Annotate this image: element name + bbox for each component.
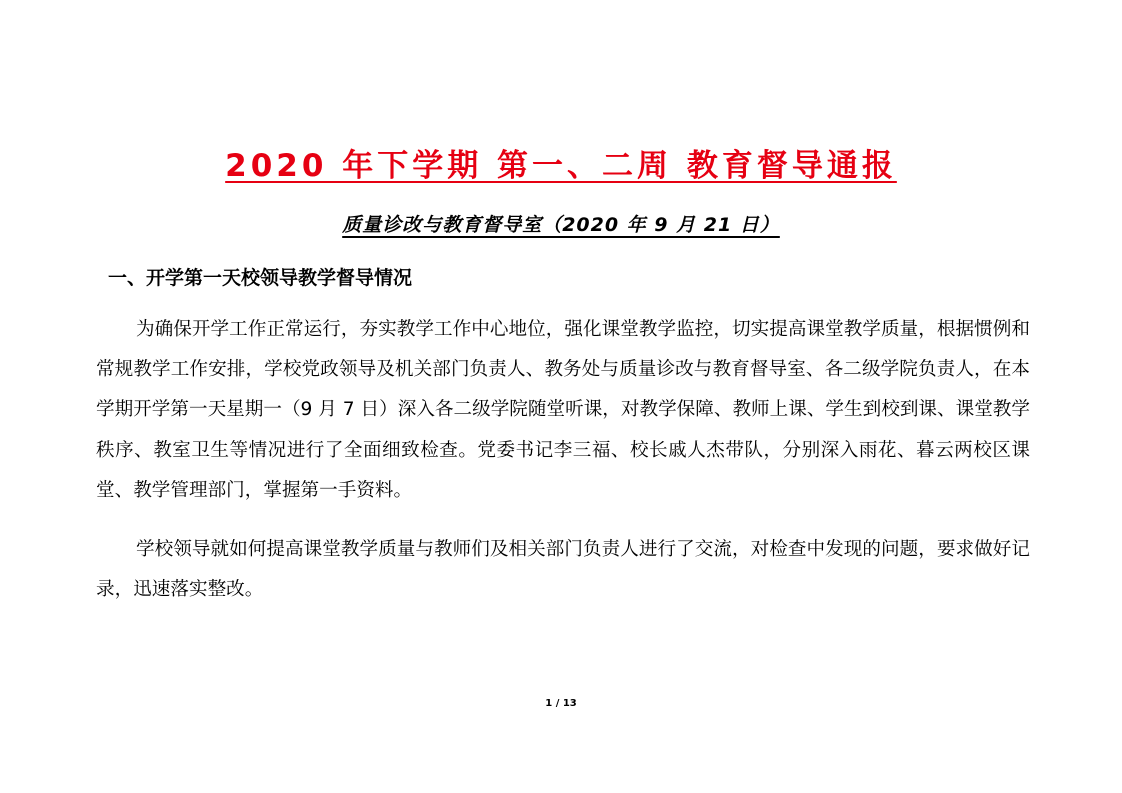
document-subtitle-text: 质量诊改与教育督导室（2020 年 9 月 21 日）: [342, 214, 780, 236]
body-paragraph-2: 学校领导就如何提高课堂教学质量与教师们及相关部门负责人进行了交流，对检查中发现的问题，要求做好记录，迅速落实整改。: [96, 539, 1030, 601]
document-title-text: 2020 年下学期 第一、二周 教育督导通报: [225, 148, 897, 184]
document-subtitle: [0, 211, 1122, 239]
section-heading: 一、开学第一天校领导教学督导情况: [108, 267, 413, 289]
body-paragraph-1: 为确保开学工作正常运行，夯实教学工作中心地位，强化课堂教学监控，切实提高课堂教学质量，根据惯例和常规教学工作安排，学校党政领导及机关部门负责人、教务处与质量诊改与教育督导室、各二级学院负责人，在本学期开学第一天星期一（9 月 7 日）深入各二级学院随堂听课，对教学保障、教师上课、学生到校到课、课堂教学秩序、教室卫生等情况进行了全面细致检查。党委书记李三福、校长戚人杰带队，分别深入雨花、暮云两校区课堂、教学管理部门，掌握第一手资料。: [96, 319, 1030, 501]
page-number: 1 / 13: [545, 698, 577, 709]
document-title: [0, 146, 1122, 186]
